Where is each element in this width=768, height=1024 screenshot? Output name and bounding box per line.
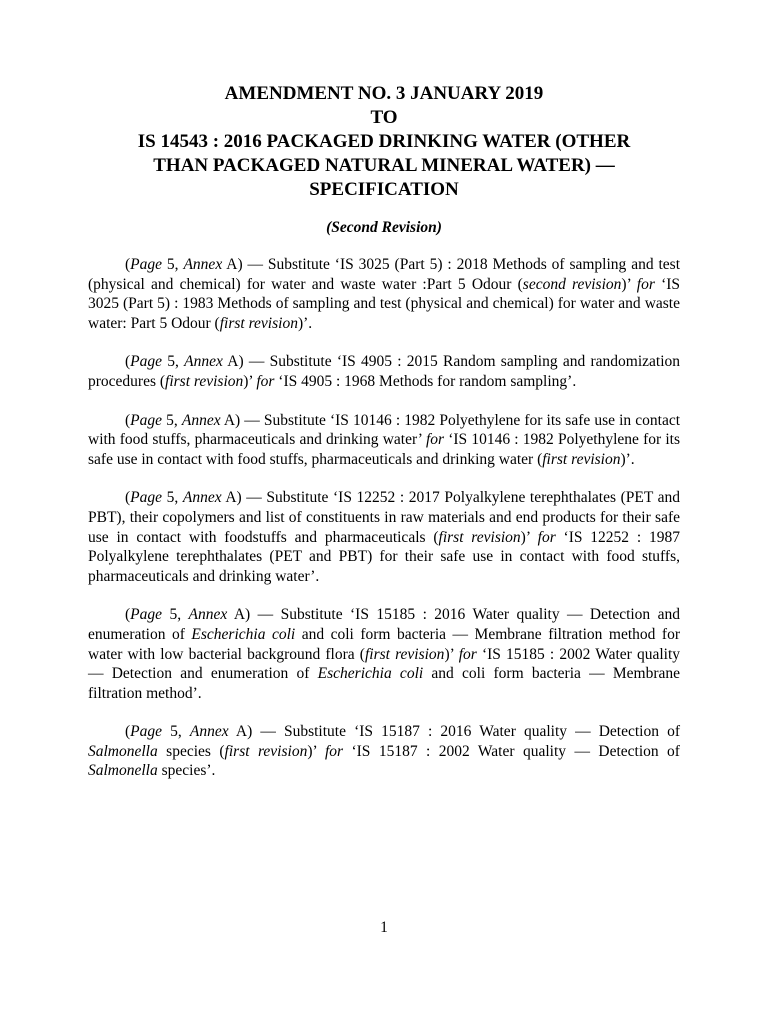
paragraph-text: ( bbox=[125, 489, 131, 507]
paragraph-text: A) — Substitute ‘IS 10146 : 1982 Polyethylene for its safe use in contact with food stuffs, pharmaceuticals and drinking water’ bbox=[88, 411, 681, 449]
paragraph-text: ( bbox=[125, 411, 131, 429]
paragraph-text: A) — Substitute ‘IS 12252 : 2017 Polyalkylene terephthalates (PET and PBT), their copolymers and list of constituents in raw materials and end products for their safe use in contact with foodstuffs and pharmaceuticals ( bbox=[88, 489, 680, 546]
italic-text: first revision bbox=[165, 372, 244, 390]
italic-text: Page bbox=[130, 411, 163, 429]
italic-text: Page bbox=[130, 606, 163, 624]
paragraph-text: ‘IS 4905 : 1968 Methods for random sampling’. bbox=[274, 372, 577, 390]
amendment-heading: AMENDMENT NO. 3 JANUARY 2019 bbox=[224, 83, 544, 104]
italic-text: Annex bbox=[181, 411, 221, 429]
italic-text: for bbox=[636, 275, 655, 293]
paragraph-text: ‘IS 12252 : 1987 Polyalkylene terephthalates (PET and PBT) for their safe use in contact with food stuffs, pharmaceuticals and drinking water’. bbox=[88, 528, 680, 585]
standard-title-line-2: THAN PACKAGED NATURAL MINERAL WATER) — bbox=[153, 155, 615, 176]
paragraph-text: 5, bbox=[162, 489, 183, 507]
paragraph-text: )’ bbox=[307, 742, 325, 760]
amendment-paragraphs bbox=[88, 255, 680, 781]
document-title bbox=[88, 82, 680, 202]
italic-text: Annex bbox=[189, 723, 229, 741]
paragraph-text: 5, bbox=[162, 256, 184, 273]
italic-text: Page bbox=[130, 256, 163, 273]
paragraph-text: ‘IS 15185 : 2002 Water quality — Detection and enumeration of bbox=[88, 645, 680, 683]
italic-text: Salmonella bbox=[88, 762, 158, 780]
italic-text: first revision bbox=[364, 645, 445, 663]
paragraph-text: 5, bbox=[162, 411, 182, 429]
paragraph-text: )’ bbox=[444, 645, 459, 663]
page-number: 1 bbox=[380, 919, 388, 936]
paragraph-text: A) — Substitute ‘IS 15187 : 2016 Water quality — Detection of bbox=[228, 723, 681, 741]
paragraph-text: ( bbox=[125, 353, 131, 371]
paragraph-text: species ( bbox=[157, 742, 225, 760]
italic-text: Annex bbox=[188, 606, 228, 624]
italic-text: first revision bbox=[224, 742, 308, 760]
standard-title-line-3: SPECIFICATION bbox=[309, 179, 459, 200]
italic-text: second revision bbox=[522, 275, 622, 293]
paragraph-text: 5, bbox=[162, 606, 189, 624]
amendment-paragraph bbox=[88, 255, 680, 333]
italic-text: for bbox=[537, 528, 556, 546]
paragraph-text: A) — Substitute ‘IS 15185 : 2016 Water quality — Detection and enumeration of bbox=[88, 606, 680, 643]
paragraph-text: ( bbox=[125, 723, 131, 741]
italic-text: for bbox=[256, 372, 275, 390]
paragraph-text: A) — Substitute ‘IS 4905 : 2015 Random sampling and randomization procedures ( bbox=[88, 353, 680, 390]
paragraph-text: )’. bbox=[620, 450, 635, 468]
italic-text: first revision bbox=[219, 314, 298, 332]
amendment-paragraph bbox=[88, 605, 680, 703]
paragraph-text: species’. bbox=[157, 762, 216, 780]
amendment-paragraph bbox=[88, 411, 680, 470]
italic-text: first revision bbox=[542, 450, 621, 468]
italic-text: for bbox=[458, 645, 477, 663]
paragraph-text: ‘IS 10146 : 1982 Polyethylene for its safe use in contact with food stuffs, pharmaceuticals and drinking water ( bbox=[88, 431, 680, 468]
paragraph-text: and coli form bacteria — Membrane filtration method’. bbox=[88, 665, 681, 702]
italic-text: Escherichia coli bbox=[317, 665, 424, 683]
paragraph-text: )’. bbox=[297, 314, 313, 332]
paragraph-text: ‘IS 15187 : 2002 Water quality — Detection of bbox=[343, 742, 680, 760]
paragraph-text: )’ bbox=[243, 372, 257, 390]
italic-text: Escherichia coli bbox=[191, 625, 296, 643]
standard-title-line-1: IS 14543 : 2016 PACKAGED DRINKING WATER (OTHER bbox=[137, 131, 631, 152]
italic-text: first revision bbox=[438, 528, 521, 546]
italic-text: for bbox=[425, 431, 445, 449]
to-heading: TO bbox=[370, 107, 398, 128]
paragraph-text: A) — Substitute ‘IS 3025 (Part 5) : 2018 Methods of sampling and test (physical and chemical) for water and waste water :Part 5 Odour ( bbox=[88, 256, 681, 293]
paragraph-text: )’ bbox=[520, 528, 538, 546]
amendment-paragraph bbox=[88, 722, 680, 781]
paragraph-text: 5, bbox=[162, 353, 185, 371]
revision-subtitle: (Second Revision) bbox=[326, 219, 442, 236]
italic-text: Salmonella bbox=[88, 742, 158, 760]
italic-text: Annex bbox=[182, 489, 222, 507]
italic-text: Annex bbox=[184, 353, 223, 371]
amendment-paragraph bbox=[88, 488, 680, 586]
italic-text: Page bbox=[130, 723, 163, 741]
paragraph-text: 5, bbox=[162, 723, 190, 741]
amendment-paragraph bbox=[88, 352, 680, 391]
paragraph-text: ( bbox=[125, 256, 131, 273]
italic-text: Page bbox=[130, 489, 163, 507]
italic-text: for bbox=[324, 742, 344, 760]
italic-text: Annex bbox=[183, 256, 223, 273]
italic-text: Page bbox=[130, 353, 163, 371]
paragraph-text: and coli form bacteria — Membrane filtration method for water with low bacterial background flora ( bbox=[88, 625, 681, 663]
document-page bbox=[88, 82, 680, 800]
paragraph-text: ( bbox=[125, 606, 131, 624]
paragraph-text: ‘IS 3025 (Part 5) : 1983 Methods of sampling and test (physical and chemical) for water and waste water: Part 5 Odour ( bbox=[88, 275, 681, 332]
paragraph-text: )’ bbox=[621, 275, 637, 293]
